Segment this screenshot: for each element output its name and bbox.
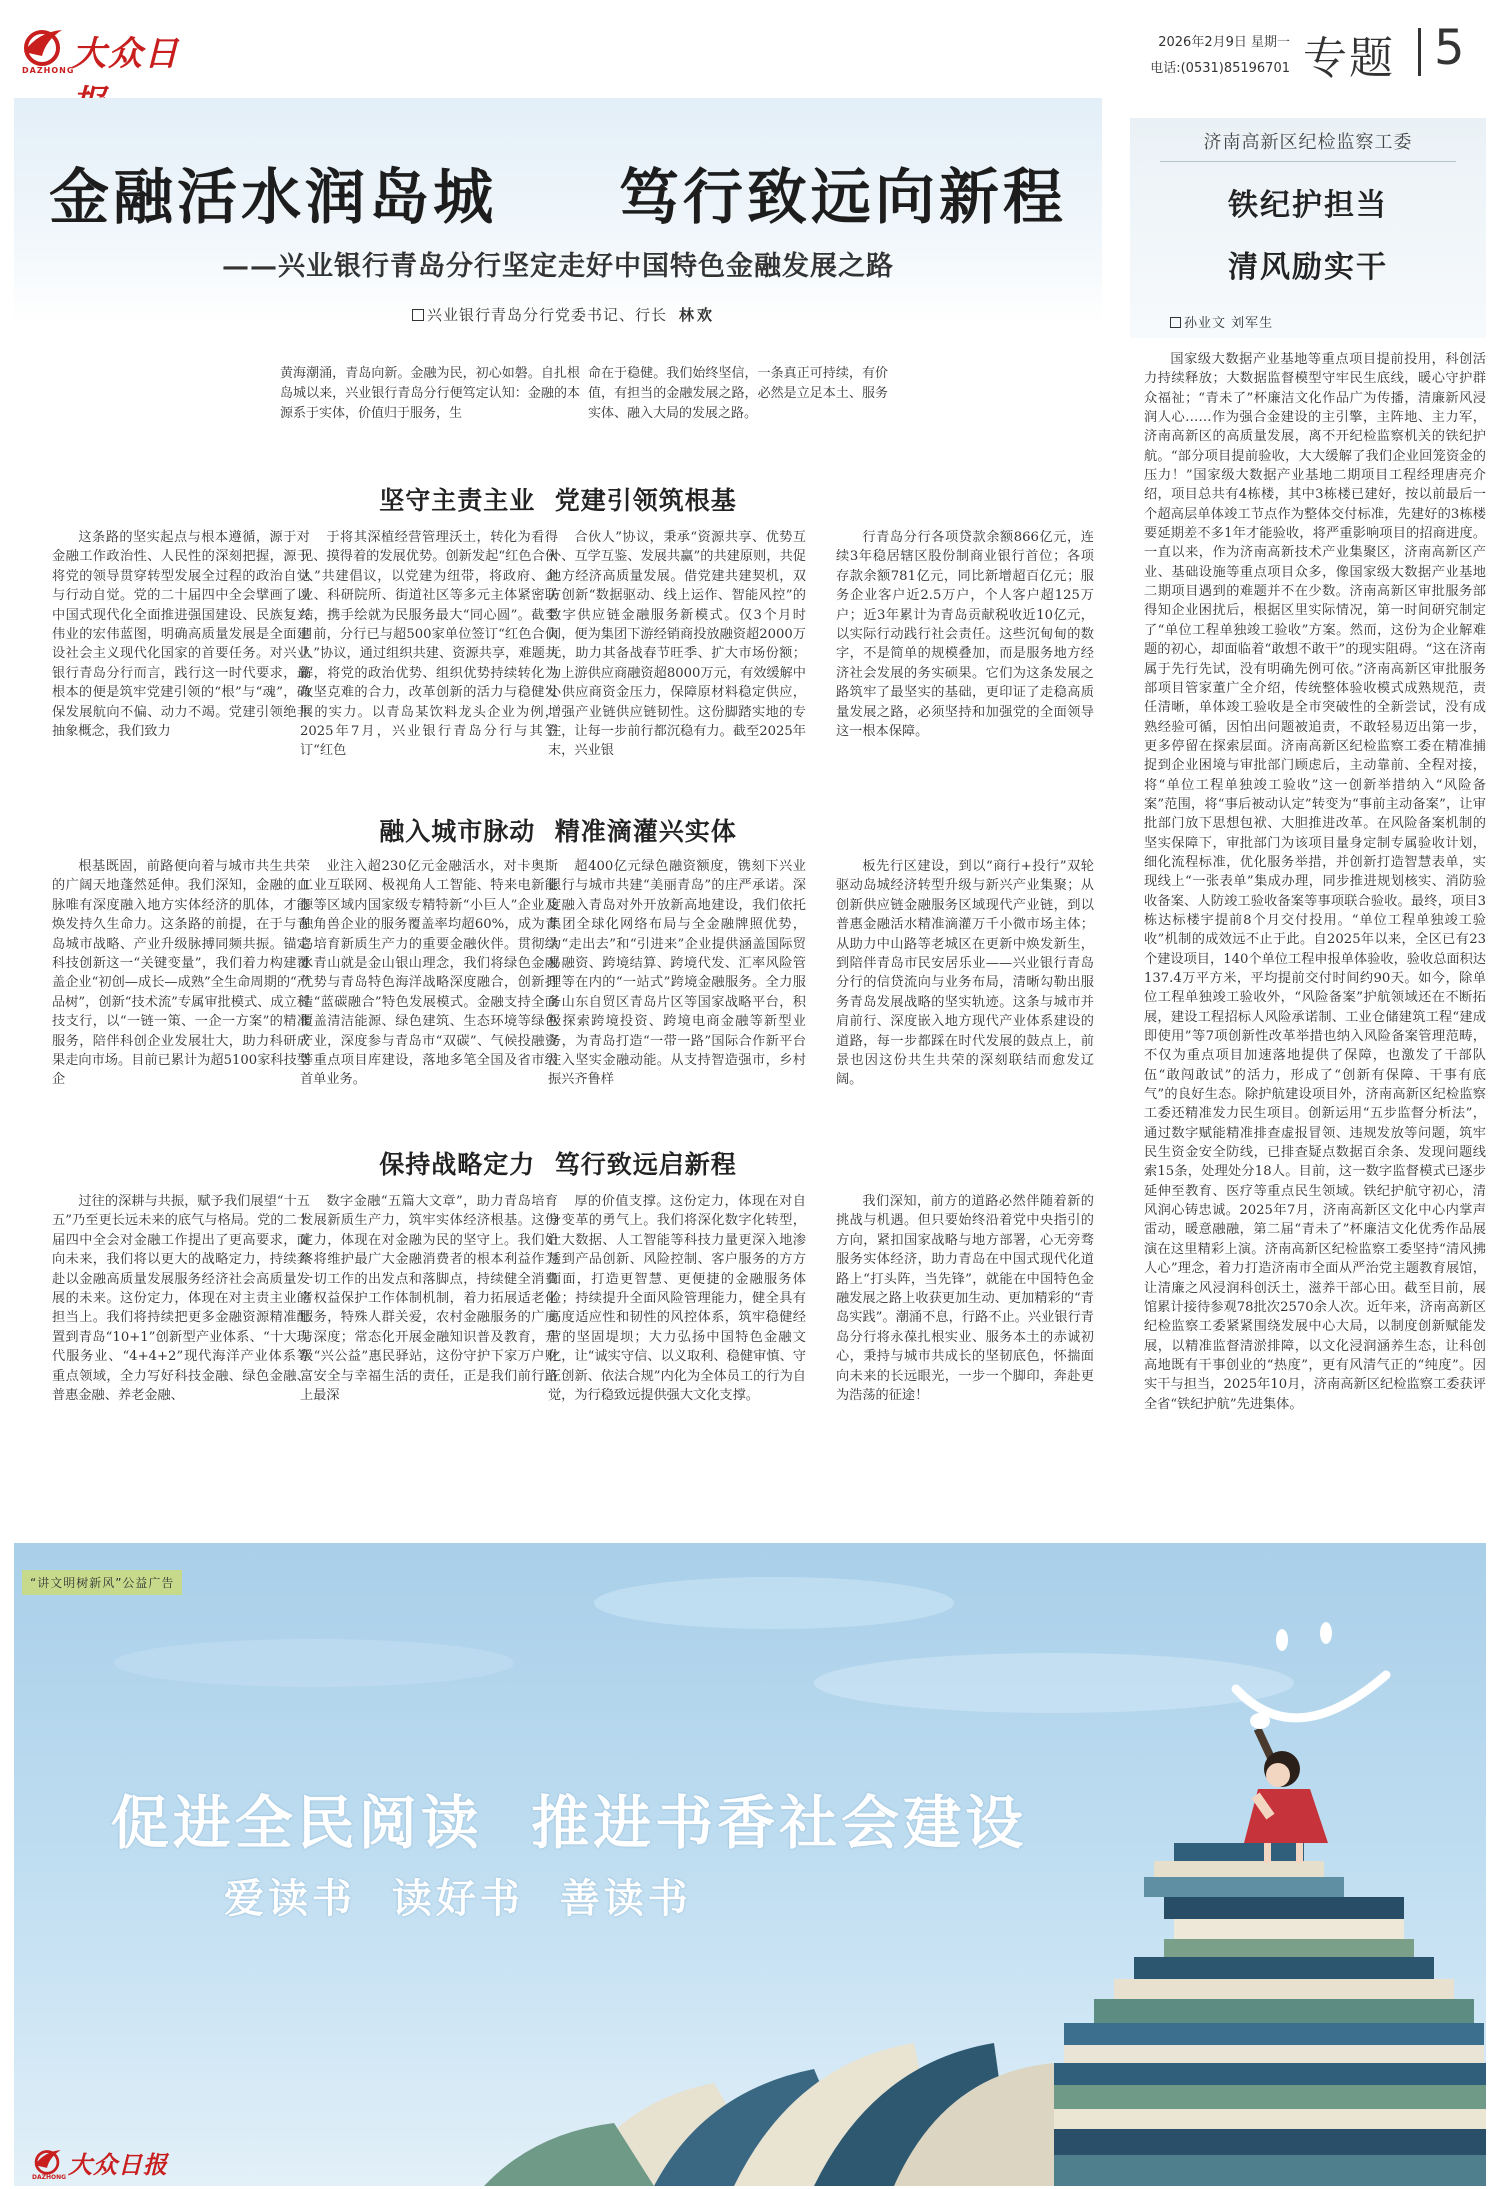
section-3-column-2: 数字金融“五篇大文章”，助力青岛培育发展新质生产力，筑牢实体经济根基。这份定力，体现在对金融为民的坚守上。我们始终将维护最广大金融消费者的根本利益作为一切工作的出发点和落脚点，持续健全消费者权益保护工作体制机制，着力拓展适老化服务，特殊人群关爱，农村金融服务的广度与深度；常态化开展金融知识普及教育，升级“兴公益”惠民驿站，这份守护下家万户财富安全与幸福生活的责任，正是我们前行路上最深 <box>300 1194 558 1404</box>
girl-with-brush-icon <box>1244 1713 1328 1863</box>
section-3-column-3: 厚的价值支撑。这份定力，体现在对自身变革的勇气上。我们将深化数字化转型，让大数据、人工智能等科技力量更深入地渗透到产品创新、风险控制、客户服务的方方面面，打造更智慧、更便捷的金融服务体验；持续提升全面风险管理能力，健全具有高度适应性和韧性的风控体系，筑牢稳健经营的坚固堤坝；大力弘扬中国特色金融文化，让“诚实守信、以义取利、稳健审慎、守正创新、依法合规”内化为全体员工的行为自觉，为行稳致远提供强大文化支撑。 <box>548 1194 806 1404</box>
section-1-column-3: 合伙人”协议，秉承“资源共享、优势互补、互学互鉴、发展共赢”的共建原则，共促地方经济高质量发展。借党建共建契机，双方创新“数据驱动、线上运作、智能风控”的数字供应链金融服务新模式。仅3个月时间，便为集团下游经销商投放融资超2000万元，助力其备战春节旺季、扩大市场份额；为上游供应商融资超8000万元，有效缓解中小供应商资金压力，保障原材料稳定供应，增强产业链供应链韧性。这份脚踏实地的专注，让每一步前行都沉稳有力。截至2025年末，兴业银 <box>548 530 806 759</box>
issue-date: 2026年2月9日 星期一 <box>1158 35 1290 50</box>
lede-part-1: 黄海潮涌，青岛向新。金融为民，初心如磐。自扎根岛城以来，兴业银行青岛分行便笃定认知：金融的本源系于实体，价值归于服务，生 <box>280 366 580 421</box>
reading-girl-illustration <box>14 1543 1486 2186</box>
ad-title: 促进全民阅读 推进书香社会建设 <box>110 1789 1028 1857</box>
issue-meta <box>1140 30 1290 82</box>
section-2-column-1: 根基既固，前路便向着与城市共生共荣的广阔天地蓬然延伸。我们深知，金融的血脉唯有深度融入地方实体经济的肌体，才能焕发持久生命力。这条路的前提，在于与青岛城市战略、产业升级脉搏同频共振。锚定科技创新这一“关键变量”，我们着力构建覆盖企业“初创—成长—成熟”全生命周期的“产品树”，创新“技术流”专属审批模式、成立科技支行，以“一链一策、一企一方案”的精准服务，陪伴科创企业发展壮大，助力科研成果走向市场。目前已累计为超5100家科技型企 <box>52 859 310 1088</box>
sidebar-org: 济南高新区纪检监察工委 <box>1203 132 1413 153</box>
section-heading-2: 融入城市脉动 精准滴灌兴实体 <box>379 817 737 846</box>
byline-role: 兴业银行青岛分行党委书记、行长 <box>427 306 668 324</box>
square-outline-icon <box>412 309 424 321</box>
flame-bird-logo-icon <box>32 2147 62 2175</box>
article-title: 金融活水润岛城 笃行致远向新程 <box>49 163 1067 233</box>
byline-author: 林欢 <box>679 306 716 324</box>
ad-newspaper-logo[interactable] <box>32 2145 182 2179</box>
section-2-column-2: 业注入超230亿元金融活水，对卡奥斯工业互联网、极视角人工智能、特来电新能源等区域内国家级专精特新“小巨人”企业及独角兽企业的服务覆盖率均超60%，成为青岛培育新质生产力的重要金融伙伴。贯彻绿水青山就是金山银山理念，我们将绿色金融优势与青岛特色海洋战略深度融合，创新打造“蓝碳融合”特色发展模式。金融支持全面覆盖清洁能源、绿色建筑、生态环境等绿色产业，深度参与青岛市“双碳”、气候投融资等重点项目库建设，落地多笔全国及省市级首单业务。 <box>300 859 558 1088</box>
section-heading-3: 保持战略定力 笃行致远启新程 <box>379 1150 737 1179</box>
ad-slogan: 爱读书 读好书 善读书 <box>224 1875 692 1922</box>
sidebar-divider <box>1160 161 1456 162</box>
logo-subtext: DAZHONG <box>22 66 75 75</box>
logo-text: 大众日 <box>72 34 180 74</box>
book-stack-icon <box>994 1843 1486 2186</box>
section-heading-1: 坚守主责主业 党建引领筑根基 <box>379 486 737 515</box>
ad-campaign-tag: “讲文明树新风”公益广告 <box>22 1570 182 1595</box>
section-2-column-3: 超400亿元绿色融资额度，镌刻下兴业银行与城市共建“美丽青岛”的庄严承诺。深度融入青岛对外开放新高地建设，我们依托集团全球化网络布局与全金融牌照优势，为“走出去”和“引进来”企业提供涵盖国际贸易融资、跨境结算、跨境代发、汇率风险管理等在内的“一站式”跨境金融服务。全力服务山东自贸区青岛片区等国家战略平台，积极探索跨境投资、跨境电商金融等新型业务，为青岛打造“一带一路”国际合作新平台注入坚实金融动能。从支持智造强市，乡村振兴齐鲁样 <box>548 859 806 1088</box>
section-1-column-2: 于将其深植经营管理沃土，转化为看得见、摸得着的发展优势。创新发起“红色合伙人”共建倡议，以党建为纽带，将政府、企业、科研院所、街道社区等多元主体紧密联结，携手绘就为民服务最大“同心圆”。截至目前，分行已与超500家单位签订“红色合伙人”协议，通过组织共建、资源共享，难题共解，将党的政治优势、组织优势持续转化为攻坚克难的合力，改革创新的活力与稳健发展的实力。以青岛某饮料龙头企业为例，2025年7月，兴业银行青岛分行与其签订“红色 <box>300 530 558 759</box>
section-3-column-4: 我们深知，前方的道路必然伴随着新的挑战与机遇。但只要始终沿着党中央指引的方向，紧扣国家战略与地方部署，心无旁骛服务实体经济，助力青岛在中国式现代化道路上“打头阵，当先锋”，就能在中国特色金融发展之路上收获更加生动、更加精彩的“青岛实践”。潮涌不息，行路不止。兴业银行青岛分行将永葆扎根实业、服务本土的赤诚初心，秉持与城市共成长的坚韧底色，怀揣面向未来的长远眼光，一步一个脚印，奔赴更为浩荡的征途！ <box>836 1194 1094 1404</box>
ad-logo-text: 大众日报 <box>68 2150 168 2179</box>
masthead-divider <box>1418 28 1421 76</box>
square-outline-icon <box>1170 317 1181 328</box>
section-1-column-4: 行青岛分行各项贷款余额866亿元，连续3年稳居辖区股份制商业银行首位；各项存款余额781亿元，同比新增超百亿元；服务企业客户近2.5万户，个人客户超125万户；近3年累计为青岛贡献税收近10亿元，以实际行动践行社会责任。这些沉甸甸的数字，不是简单的规模叠加，而是服务地方经济社会发展的务实硕果。它们为这条发展之路筑牢了最坚实的基础，更印证了走稳高质量发展之路，必须坚持和加强党的全面领导这一根本保障。 <box>836 530 1094 740</box>
public-service-ad <box>14 1543 1486 2186</box>
sidebar-title-line-2: 清风励实干 <box>1228 250 1388 285</box>
section-3-column-1: 过往的深耕与共振，赋予我们展望“十五五”乃至更长远未来的底气与格局。党的二十届四中全会对金融工作提出了更高要求，面向未来，我们将以更大的战略定力，持续奔赴以金融高质量发展服务经济社会高质量发展的未来。这份定力，体现在对主责主业的担当上。我们将持续把更多金融资源精准配置到青岛“10+1”创新型产业体系、“十大现代服务业、“4+4+2”现代海洋产业体系等重点领域，全力写好科技金融、绿色金融、普惠金融、养老金融、 <box>52 1194 310 1404</box>
masthead <box>0 0 1500 92</box>
open-books-icon <box>484 2043 1054 2186</box>
phone-number: 电话:(0531)85196701 <box>1150 61 1290 76</box>
newspaper-logo[interactable] <box>20 22 200 75</box>
ad-logo-subtext: DAZHONG <box>32 2174 67 2181</box>
sidebar-title-line-1: 铁纪护担当 <box>1228 188 1388 223</box>
sidebar-authors: 孙业文 刘军生 <box>1184 316 1274 331</box>
page-number: 5 <box>1434 20 1465 76</box>
article-byline <box>412 304 715 325</box>
article-subtitle: ——兴业银行青岛分行坚定走好中国特色金融发展之路 <box>222 251 894 282</box>
section-name: 专题 <box>1303 33 1395 84</box>
sidebar-byline <box>1170 312 1273 331</box>
section-2-column-4: 板先行区建设，到以“商行+投行”双轮驱动岛城经济转型升级与新兴产业集聚；从创新供应链金融服务区域现代产业链，到以普惠金融活水精准滴灌万千小微市场主体；从助力中山路等老城区在更新中焕发新生，到陪伴青岛市民安居乐业——兴业银行青岛分行的信贷流向与业务布局，清晰勾勒出服务青岛发展战略的坚实轨迹。这条与城市并肩前行、深度嵌入地方现代产业体系建设的道路，每一步都踩在时代发展的鼓点上，前景也因这份共生共荣的深刻联结而愈发辽阔。 <box>836 859 1094 1088</box>
flame-bird-logo-icon <box>20 26 64 66</box>
section-1-column-1: 这条路的坚实起点与根本遵循，源于对金融工作政治性、人民性的深刻把握，源于将党的领导贯穿转型发展全过程的政治自觉与行动自觉。党的二十届四中全会擘画了以中国式现代化全面推进强国建设、民族复兴伟业的宏伟蓝图，明确高质量发展是全面建设社会主义现代化国家的首要任务。对兴业银行青岛分行而言，践行这一时代要求，最根本的便是筑牢党建引领的“根”与“魂”，确保发展航向不偏、动力不竭。党建引领绝非抽象概念，我们致力 <box>52 530 310 740</box>
sidebar-body: 国家级大数据产业基地等重点项目提前投用，科创活力持续释放；大数据监督模型守牢民生底线，暖心守护群众福祉；“青未了”杯廉洁文化作品广为传播，清廉新风浸润人心……作为强合金建设的主引擎，主阵地、主力军，济南高新区的高质量发展，离不开纪检监察机关的铁纪护航。“部分项目提前验收，大大缓解了我们企业回笼资金的压力！”国家级大数据产业基地二期项目工程经理唐亮介绍，项目总共有4栋楼，其中3栋楼已建好，按以前最后一个超高层单体竣工节点作为整体交付标准，先建好的3栋楼要延期差不多1年才能验收，将严重影响项目的招商进度。一直以来，作为济南高新技术产业集聚区，济南高新区产业、基础设施等重点项目众多，像国家级大数据产业基地二期项目遇到的难题并不在少数。济南高新区审批服务部得知企业困扰后，根据区里实际情况，第一时间研究制定了“单位工程单独竣工验收”方案。然而，这份为企业解难题的初心，却面临着“敢想不敢干”的现实阻碍。“这在济南属于先行先试，没有明确先例可依。”济南高新区审批服务部项目管家董广全介绍，传统整体验收模式成熟规范，责任清晰，单体竣工验收是全市突破性的全新尝试，没有成熟经验可循，因怕出问题被追责，不敢轻易迈出第一步，更多停留在探索层面。济南高新区纪检监察工委在精准捕捉到企业困境与审批部门顾虑后，主动靠前、全程对接，将“单位工程单独竣工验收”这一创新举措纳入“风险备案”范围，将“事后被动认定”转变为“事前主动备案”，让审批部门放下思想包袱、大胆推进改革。在风险备案机制的坚实保障下，审批部门为该项目量身定制专属验收计划，细化流程标准，优化服务举措，并创新打造智慧表单，实现线上“一张表单”集成办理，同步推进规划核实、消防验收备案、人防竣工验收备案等事项联合验收。最终，项目3栋达标楼宇提前8个月交付投用。“单位工程单独竣工验收”机制的成效远不止于此。自2025年以来，全区已有23个建设项目，140个单位工程申报单体验收，验收总面积达137.4万平方米，平均提前交付时间约90天。如今，除单位工程单独竣工验收外，“风险备案”护航领域还在不断拓展，建设工程招标人风险承诺制、工业仓储建筑工程“建成即使用”等7项创新性改革举措也纳入风险备案管理范畴，不仅为重点项目加速落地提供了保障，也激发了干部队伍“敢闯敢试”的活力，形成了“创新有保障、干事有底气”的良好生态。除护航建设项目外，济南高新区纪检监察工委还精准发力民生项目。创新运用“五步监督分析法”，通过数字赋能精准排查虚报冒领、违规发放等问题，筑牢民生资金安全防线，已排查疑点数据百余条、发现问题线索15条，处理处分18人。目前，这一数字监督模式已逐步延伸至教育、医疗等重点民生领域。铁纪护航守初心，清风润心铸忠诚。2025年7月，济南高新区文化中心内掌声雷动，暖意融融，第二届“青未了”杯廉洁文化优秀作品展演在这里精彩上演。济南高新区纪检监察工委坚持“清风拂人心”理念，着力打造济南市全面从严治党主题教育展馆，让清廉之风浸润科创沃土，滋养干部心田。截至目前，展馆累计接待参观78批次2570余人次。近年来，济南高新区纪检监察工委紧紧围绕发展中心大局，以制度创新赋能发展，以精准监督清淤排障，以文化浸润涵养生态，让科创高地既有干事创业的“热度”，更有风清气正的“纯度”。因实干与担当，2025年10月，济南高新区纪检监察工委获评全省“铁纪护航”先进集体。 <box>1144 352 1486 1412</box>
lede-part-2: 命在于稳健。我们始终坚信，一条真正可持续，有价值，有担当的金融发展之路，必然是立足本土、服务实体、融入大局的发展之路。 <box>588 366 888 421</box>
